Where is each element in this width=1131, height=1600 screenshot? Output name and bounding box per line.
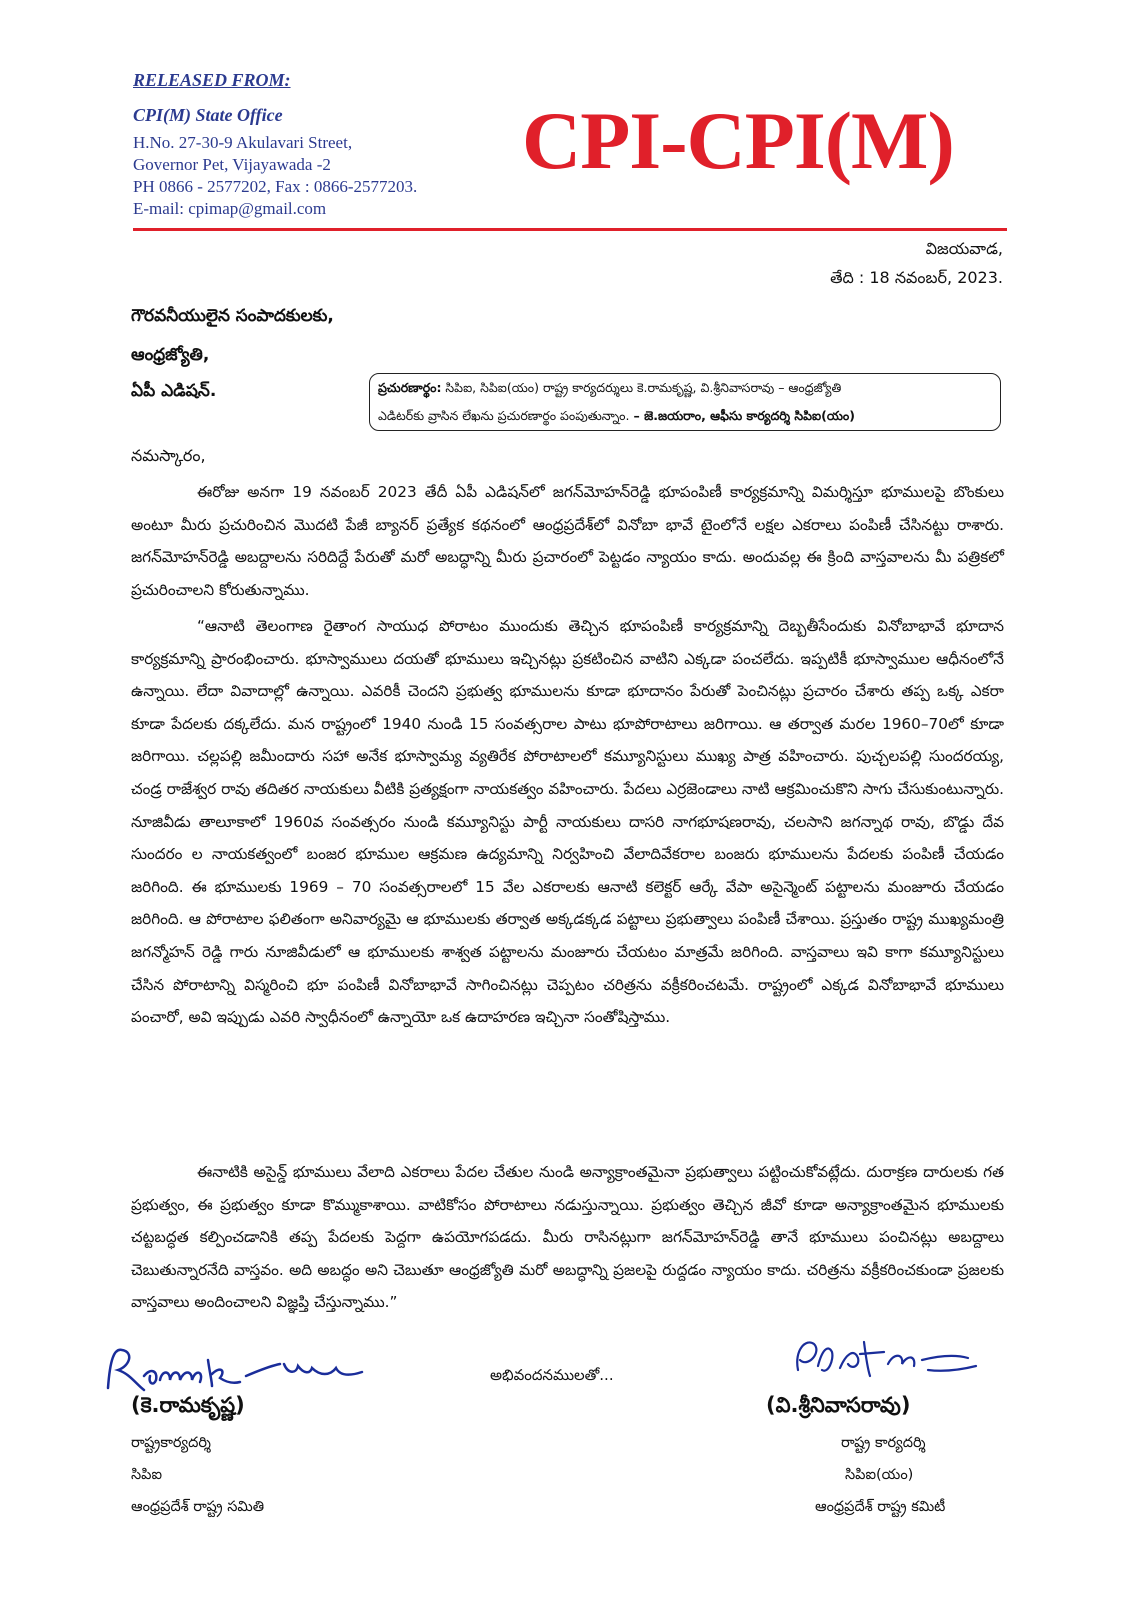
signature-right-image (788, 1330, 988, 1390)
recipient-line-3: ఏపీ ఎడిషన్. (131, 381, 217, 401)
letter-date: తేది : 18 నవంబర్, 2023. (830, 268, 1003, 287)
signatory-right-name: (వి.శ్రీనివాసరావు) (766, 1393, 911, 1417)
closing-greeting: అభివందనములతో... (490, 1366, 614, 1384)
publication-note-text-2: ఎడిటర్‌కు వ్రాసిన లేఖను ప్రచురణార్థం పంపుతున్నాం. (378, 408, 634, 423)
publication-note-text-1: సిపిఐ, సిపిఐ(యం) రాష్ట్ర కార్యదర్శులు కె.రామకృష్ణ, వి.శ్రీనివాసరావు – ఆంధ్రజ్యోతి (441, 380, 842, 395)
publication-note-box (369, 373, 1001, 431)
signatory-left-name: (కె.రామకృష్ణ) (131, 1393, 245, 1417)
address-line-2: Governor Pet, Vijayawada -2 (133, 155, 331, 174)
office-name: CPI(M) State Office (133, 105, 283, 125)
recipient-line-1: గౌరవనీయులైన సంపాదకులకు, (131, 306, 334, 326)
signatory-left-role: రాష్ట్రకార్యదర్శి (131, 1435, 211, 1451)
address-line-1: H.No. 27-30-9 Akulavari Street, (133, 133, 353, 152)
letter-place: విజయవాడ, (925, 239, 1003, 258)
signatory-left-party: సిపిఐ (131, 1467, 163, 1483)
publication-note-sender: – జె.జయరాం, ఆఫీసు కార్యదర్శి సిపిఐ(యం) (633, 408, 855, 423)
email-line: E-mail: cpimap@gmail.com (133, 199, 327, 218)
body-paragraph-2: “ఆనాటి తెలంగాణ రైతాంగ సాయుధ పోరాటం ముందుకు తెచ్చిన భూపంపిణీ కార్యక్రమాన్ని దెబ్బతీసేందుకు వినోబాభావే భూదాన కార్యక్రమాన్ని ప్రారంభించారు. భూస్వాములు దయతో భూములు ఇచ్చినట్లు ప్రకటించిన వాటిని ఎక్కడా పంచలేదు. ఇప్పటికీ భూస్వాముల ఆధీనంలోనే ఉన్నాయి. లేదా వివాదాల్లో ఉన్నాయి. ఎవరికీ చెందని ప్రభుత్వ భూములను కూడా భూదానం పేరుతో పెంచినట్లు ప్రచారం చేశారు తప్ప ఒక్క ఎకరా కూడా పేదలకు దక్కలేదు. మన రాష్ట్రంలో 1940 నుండి 15 సంవత్సరాల పాటు భూపోరాటాలు జరిగాయి. ఆ తర్వాత మరల 1960–70లో కూడా జరిగాయి. చల్లపల్లి జమీందారు సహా అనేక భూస్వామ్య వ్యతిరేక పోరాటాలలో కమ్యూనిస్టులు ముఖ్య పాత్ర వహించారు. పుచ్చలపల్లి సుందరయ్య, చండ్ర రాజేశ్వర రావు తదితర నాయకులు వీటికి ప్రత్యక్షంగా నాయకత్వం వహించారు. పేదలు ఎర్రజెండాలు నాటి ఆక్రమించుకొని సాగు చేసుకుంటున్నారు. నూజివీడు తాలూకాలో 1960వ సంవత్సరం నుండి కమ్యూనిస్టు పార్టీ నాయకులు దాసరి నాగభూషణరావు, చలసాని జగన్నాథ రావు, బొడ్డు దేవ సుందరం ల నాయకత్వంలో బంజర భూముల ఆక్రమణ ఉద్యమాన్ని నిర్వహించి వేలాదివేకరాల బంజరు భూములను పేదలకు పంపిణీ చేయడం జరిగింది. ఈ భూములకు 1969 – 70 సంవత్సరాలలో 15 వేల ఎకరాలకు ఆనాటి కలెక్టర్ ఆర్కే వేపా అసైన్మెంట్ పట్టాలను మంజూరు చేయడం జరిగింది. ఆ పోరాటాల ఫలితంగా అనివార్యమై ఆ భూములకు తర్వాత అక్కడక్కడ పట్టాలు ప్రభుత్వాలు పంపిణీ చేశాయి. ప్రస్తుతం రాష్ట్ర ముఖ్యమంత్రి జగన్మోహన్ రెడ్డి గారు నూజివీడులో ఆ భూములకు శాశ్వత పట్టాలను మంజూరు చేయటం మాత్రమే జరిగింది. వాస్తవాలు ఇవి కాగా కమ్యూనిస్టులు చేసిన పోరాటాన్ని విస్మరించి భూ పంపిణీ వినోబాభావే సాగించినట్లు చెప్పటం చరిత్రను వక్రీకరించటమే. రాష్ట్రంలో ఎక్కడ వినోబాభావే భూములు పంచారో, అవి ఇప్పుడు ఎవరి స్వాధీనంలో ఉన్నాయో ఒక ఉదాహరణ ఇచ్చినా సంతోషిస్తాము. (131, 617, 1004, 1027)
signatory-left-committee: ఆంధ్రప్రదేశ్ రాష్ట్ర సమితి (131, 1499, 265, 1515)
phone-fax-line: PH 0866 - 2577202, Fax : 0866-2577203. (133, 177, 418, 196)
party-brand-title: CPI-CPI(M) (522, 95, 954, 186)
body-paragraph-1: ఈరోజు అనగా 19 నవంబర్ 2023 తేదీ ఏపీ ఎడిషన్‌లో జగన్‌మోహన్‌రెడ్డి భూపంపిణీ కార్యక్రమాన్ని విమర్శిస్తూ భూములపై బొంకులు అంటూ మీరు ప్రచురించిన మొదటి పేజీ బ్యానర్ ప్రత్యేక కథనంలో ఆంధ్రప్రదేశ్‌లో వినోబా భావే టైంలోనే లక్షల ఎకరాలు పంపిణీ చేసినట్టు రాశారు. జగన్‌మోహన్‌రెడ్డి అబద్దాలను సరిదిద్దే పేరుతో మరో అబద్ధాన్ని మీరు ప్రచారంలో పెట్టడం న్యాయం కాదు. అందువల్ల ఈ క్రింది వాస్తవాలను మీ పత్రికలో ప్రచురించాలని కోరుతున్నాము. (131, 483, 1004, 599)
salutation: నమస్కారం, (131, 446, 206, 465)
signature-left-image (100, 1340, 380, 1400)
recipient-line-2: ఆంధ్రజ్యోతి, (131, 345, 210, 365)
released-from-label: RELEASED FROM: (133, 70, 291, 90)
publication-note-label: ప్రచురణార్థం: (378, 380, 442, 395)
signatory-right-party: సిపిఐ(యం) (845, 1467, 914, 1483)
signatory-right-role: రాష్ట్ర కార్యదర్శి (841, 1435, 926, 1451)
header-divider (133, 228, 1007, 231)
signatory-right-committee: ఆంధ్రప్రదేశ్ రాష్ట్ర కమిటీ (815, 1499, 946, 1515)
body-paragraph-3: ఈనాటికి అసైన్డ్ భూములు వేలాది ఎకరాలు పేదల చేతుల నుండి అన్యాక్రాంతమైనా ప్రభుత్వాలు పట్టించుకోవట్లేదు. దురాక్రణ దారులకు గత ప్రభుత్వం, ఈ ప్రభుత్వం కూడా కొమ్ముకాశాయి. వాటికోసం పోరాటాలు నడుస్తున్నాయి. ప్రభుత్వం తెచ్చిన జీవో కూడా అన్యాక్రాంతమైన భూములకు చట్టబద్ధత కల్పించడానికి తప్ప పేదలకు పెద్దగా ఉపయోగపడదు. మీరు రాసినట్లుగా జగన్‌మోహన్‌రెడ్డి తానే భూములు పంచినట్లు అబద్దాలు చెబుతున్నారనేది వాస్తవం. అది అబద్ధం అని చెబుతూ ఆంధ్రజ్యోతి మరో అబద్ధాన్ని ప్రజలపై రుద్దడం న్యాయం కాదు. చరిత్రను వక్రీకరించకుండా ప్రజలకు వాస్తవాలు అందించాలని విజ్ఞప్తి చేస్తున్నాము.” (131, 1163, 1004, 1312)
